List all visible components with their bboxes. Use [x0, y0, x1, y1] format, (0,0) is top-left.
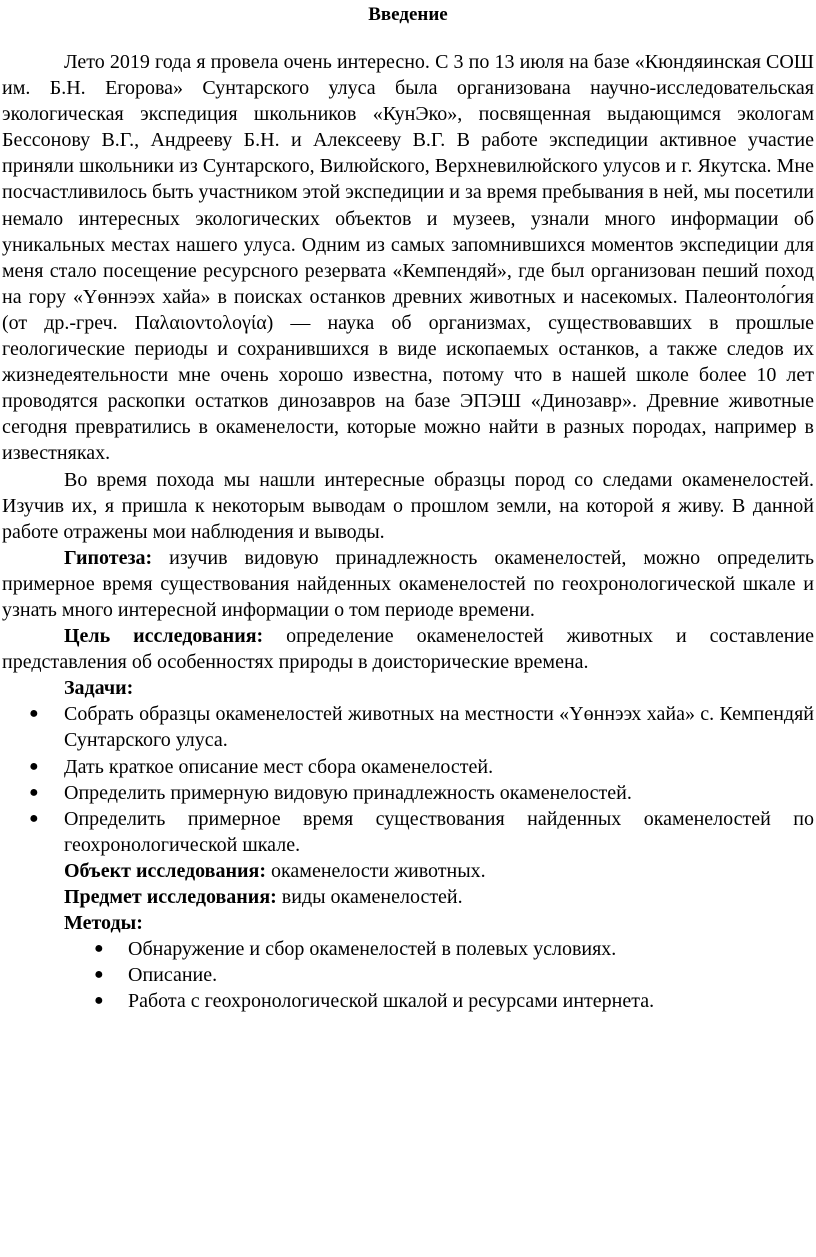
intro-paragraph-1: Лето 2019 года я провела очень интересно. С 3 по 13 июля на базе «Кюндяинская СОШ им. Б.Н. Егорова» Сунтарского улуса была организована научно-исследовательская экологическая экспедиция школьников «КунЭко», посвященная выдающимся экологам Бессонову В.Г., Андрееву Б.Н. и Алексееву В.Г. В работе экспедиции активное участие приняли школьники из Сунтарского, Вилюйского, Верхневилюйского улусов и г. Якутска. Мне посчастливилось быть участником этой экспедиции и за время пребывания в ней, мы посетили немало интересных экологических объектов и музеев, узнали много информации об уникальных местах нашего улуса. Одним из самых запомнившихся моментов экспедиции для меня стало посещение ресурсного резервата «Кемпендяй», где был организован пеший поход на гору «Үөннээх хайа» в поисках останков древних животных и насекомых. Палеонтоло́гия (от др.-греч. Παλαιοντολογία) — наука об организмах, существовавших в прошлые геологические периоды и сохранившихся в виде ископаемых останков, а также следов их жизнедеятельности мне очень хорошо известна, потому что в нашей школе более 10 лет проводятся раскопки остатков динозавров на базе ЭПЭШ «Динозавр». Древние животные сегодня превратились в окаменелости, которые можно найти в разных породах, например в известняках.	[2, 51, 814, 465]
page-title: Введение	[368, 4, 448, 25]
task-text: Определить примерное время существования найденных окаменелостей по геохронологической шкале.	[64, 807, 814, 856]
document-body	[2, 49, 814, 1014]
subject-label: Предмет исследования:	[64, 886, 277, 908]
methods-heading: Методы:	[64, 912, 143, 935]
method-text: Работа с геохронологической шкалой и ресурсами интернета.	[128, 990, 655, 1013]
subject-text: виды окаменелостей.	[281, 886, 463, 908]
bullet-icon: ●	[29, 705, 39, 723]
object-text: окаменелости животных.	[271, 859, 486, 882]
bullet-icon: ●	[94, 940, 104, 958]
subject-line	[2, 884, 814, 910]
list-item	[2, 988, 814, 1014]
goal-label: Цель исследования:	[64, 625, 264, 648]
hypothesis-paragraph	[2, 545, 814, 623]
list-item	[2, 754, 814, 780]
goal-text: определение окаменелостей животных и составление представления об особенностях природы в доисторические времена.	[2, 625, 814, 674]
intro-paragraph-2: Во время похода мы нашли интересные образцы пород со следами окаменелостей. Изучив их, я пришла к некоторым выводам о прошлом земли, на которой я живу. В данной работе отражены мои наблюдения и выводы.	[2, 468, 814, 543]
method-text: Обнаружение и сбор окаменелостей в полевых условиях.	[128, 938, 617, 961]
bullet-icon: ●	[29, 783, 39, 801]
list-item	[2, 962, 814, 988]
list-item	[2, 806, 814, 858]
bullet-icon: ●	[94, 992, 104, 1010]
task-text: Определить примерную видовую принадлежность окаменелостей.	[64, 781, 632, 804]
tasks-heading: Задачи:	[64, 677, 134, 700]
tasks-list	[2, 701, 814, 858]
list-item	[2, 780, 814, 806]
method-text: Описание.	[128, 964, 218, 987]
methods-list	[2, 936, 814, 1014]
object-label: Объект исследования:	[64, 859, 267, 882]
goal-paragraph	[2, 623, 814, 675]
bullet-icon: ●	[29, 757, 39, 775]
object-line	[2, 858, 814, 884]
task-text: Собрать образцы окаменелостей животных на местности «Үөннээх хайа» с. Кемпендяй Сунтарского улуса.	[64, 703, 814, 752]
task-text: Дать краткое описание мест сбора окаменелостей.	[64, 755, 494, 778]
bullet-icon: ●	[94, 966, 104, 984]
bullet-icon: ●	[29, 809, 39, 827]
list-item	[2, 701, 814, 753]
hypothesis-label: Гипотеза:	[64, 546, 153, 569]
list-item	[2, 936, 814, 962]
hypothesis-text: изучив видовую принадлежность окаменелостей, можно определить примерное время существования найденных окаменелостей по геохронологической шкале и узнать много интересной информации о том периоде времени.	[2, 546, 814, 621]
